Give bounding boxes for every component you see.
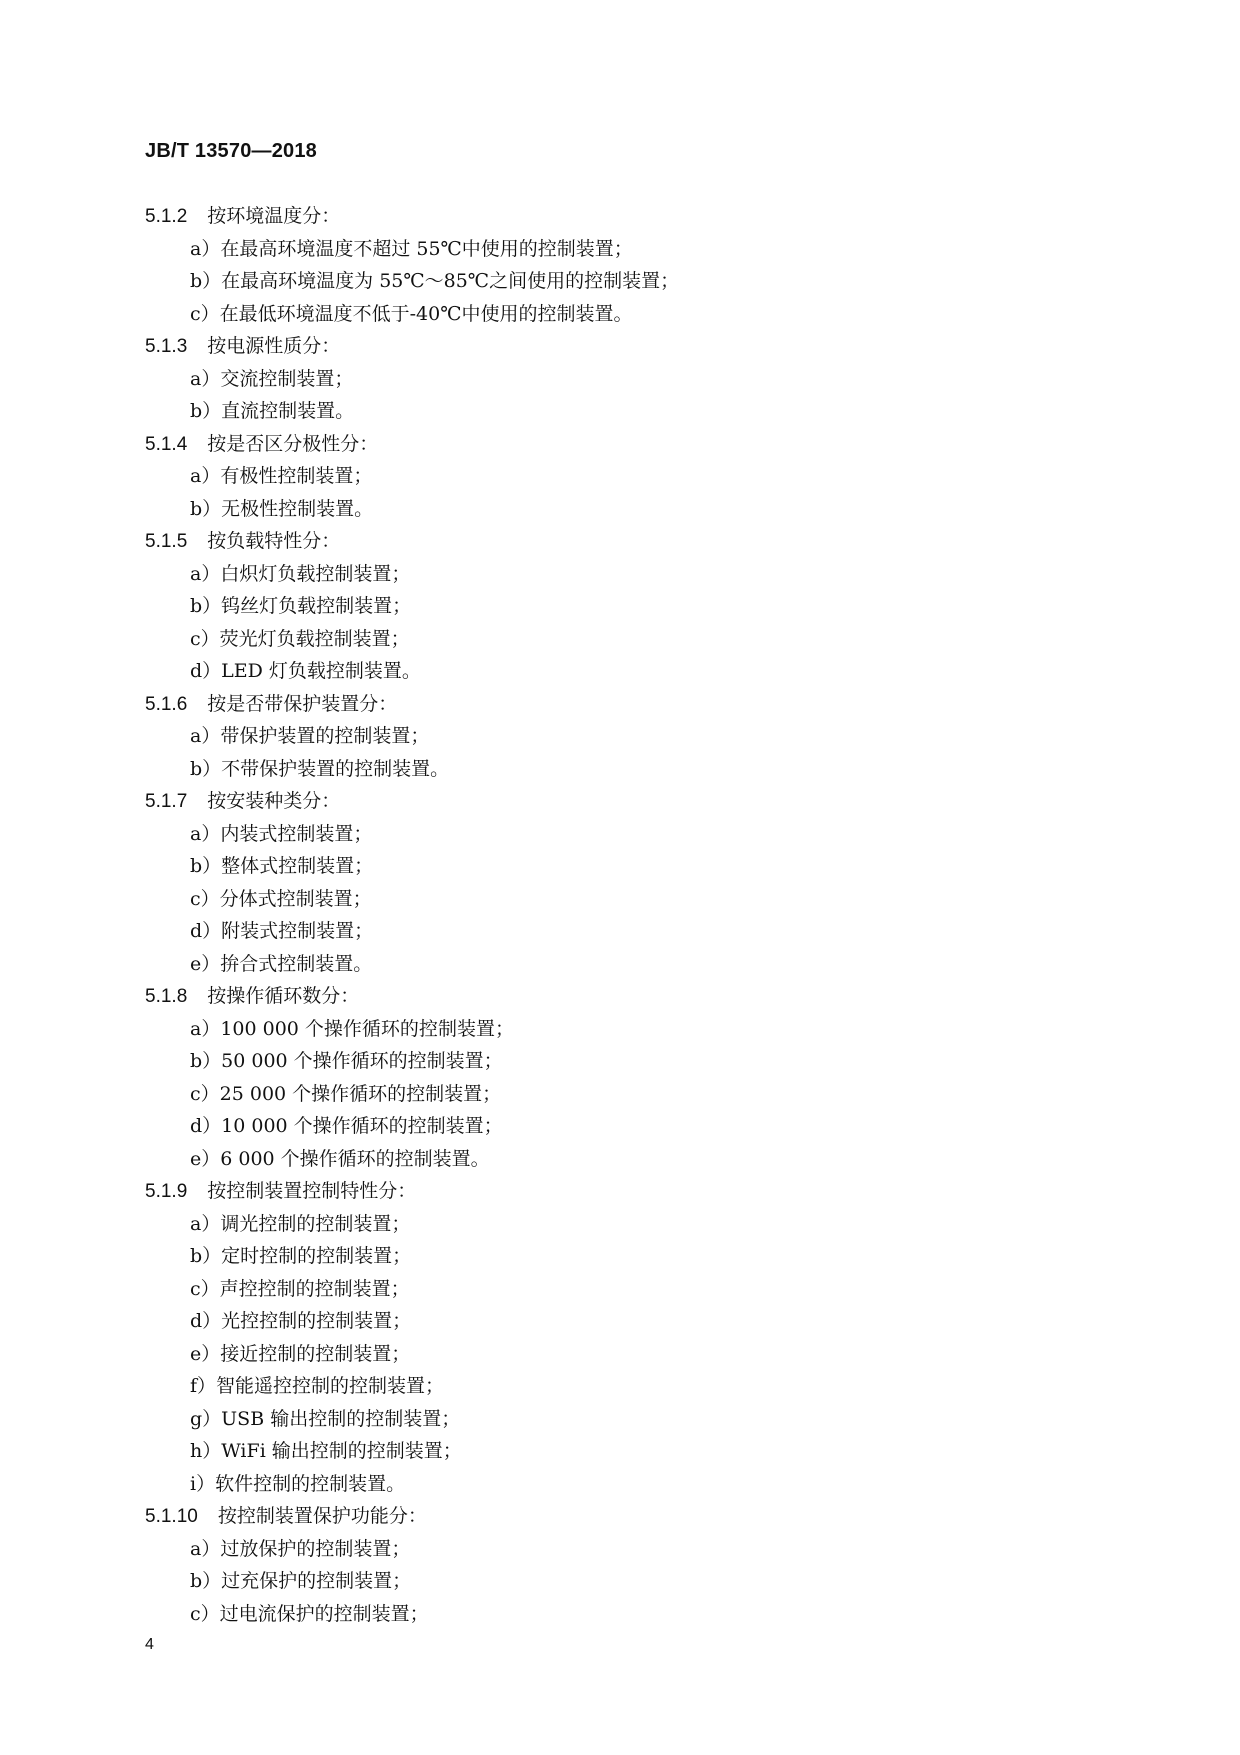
list-item: a）有极性控制装置； <box>190 465 373 487</box>
section-title: 按操作循环数分： <box>207 985 360 1007</box>
list-item: b）钨丝灯负载控制装置； <box>190 595 412 617</box>
section-number: 5.1.3 <box>145 336 188 357</box>
list-item: a）白炽灯负载控制装置； <box>190 562 411 585</box>
list-item: b）在最高环境温度为 55℃～85℃之间使用的控制装置； <box>190 270 680 292</box>
section-heading <box>145 200 1145 233</box>
section-number: 5.1.2 <box>145 206 188 227</box>
list-item: a）100 000 个操作循环的控制装置； <box>190 1017 514 1040</box>
section-title: 按电源性质分： <box>207 335 341 357</box>
list-item: c）过电流保护的控制装置； <box>190 1602 429 1625</box>
standard-number: JB/T 13570—2018 <box>145 140 318 162</box>
list-item: e）接近控制的控制装置； <box>190 1342 411 1365</box>
section-number: 5.1.10 <box>145 1506 198 1527</box>
list-item: b）无极性控制装置。 <box>190 497 374 520</box>
list-item: h）WiFi 输出控制的控制装置； <box>190 1440 462 1462</box>
section-number: 5.1.8 <box>145 986 188 1007</box>
section-title: 按环境温度分： <box>207 205 341 227</box>
list-item: b）整体式控制装置； <box>190 855 374 877</box>
list-item: a）交流控制装置； <box>190 367 354 390</box>
section-title: 按是否带保护装置分： <box>207 692 398 715</box>
list-item: d）光控控制的控制装置； <box>190 1310 412 1332</box>
list-item: a）带保护装置的控制装置； <box>190 725 430 747</box>
section-title: 按是否区分极性分： <box>207 432 379 455</box>
section-heading <box>145 525 1145 558</box>
list-item: c）声控控制的控制装置； <box>190 1277 410 1300</box>
list-item: e）拚合式控制装置。 <box>190 952 373 975</box>
list-item: g）USB 输出控制的控制装置； <box>190 1407 461 1430</box>
list-item: b）不带保护装置的控制装置。 <box>190 757 450 780</box>
section-number: 5.1.7 <box>145 791 188 812</box>
list-item: d）LED 灯负载控制装置。 <box>190 660 421 682</box>
list-item: e）6 000 个操作循环的控制装置。 <box>190 1147 490 1170</box>
list-item: c）在最低环境温度不低于-40℃中使用的控制装置。 <box>190 302 633 325</box>
list-item: f）智能遥控控制的控制装置； <box>190 1375 445 1397</box>
section-number: 5.1.6 <box>145 693 188 715</box>
list-item: a）调光控制的控制装置； <box>190 1212 411 1235</box>
list-item: b）过充保护的控制装置； <box>190 1570 412 1592</box>
list-item: c）荧光灯负载控制装置； <box>190 627 410 650</box>
document-body <box>145 200 1145 1630</box>
section-heading <box>145 428 1145 461</box>
section-number: 5.1.5 <box>145 531 188 552</box>
list-item: b）定时控制的控制装置； <box>190 1245 412 1267</box>
list-item: d）附装式控制装置； <box>190 920 374 942</box>
section-heading <box>145 980 1145 1013</box>
section-heading <box>145 785 1145 818</box>
section-number: 5.1.4 <box>145 433 188 455</box>
section-heading <box>145 1175 1145 1208</box>
section-heading <box>145 688 1145 721</box>
section-title: 按控制装置保护功能分： <box>217 1505 427 1527</box>
section-title: 按安装种类分： <box>207 790 341 812</box>
list-item: b）50 000 个操作循环的控制装置； <box>190 1050 503 1072</box>
section-number: 5.1.9 <box>145 1181 188 1202</box>
page-number: 4 <box>145 1636 154 1653</box>
list-item: b）直流控制装置。 <box>190 400 355 422</box>
list-item: a）内装式控制装置； <box>190 822 373 845</box>
list-item: c）25 000 个操作循环的控制装置； <box>190 1082 502 1105</box>
section-title: 按负载特性分： <box>207 530 341 552</box>
list-item: c）分体式控制装置； <box>190 887 372 910</box>
section-heading <box>145 330 1145 363</box>
list-item: a）在最高环境温度不超过 55℃中使用的控制装置； <box>190 237 633 260</box>
section-title: 按控制装置控制特性分： <box>207 1180 417 1202</box>
list-item: a）过放保护的控制装置； <box>190 1537 411 1560</box>
list-item: i）软件控制的控制装置。 <box>190 1472 406 1495</box>
section-heading <box>145 1500 1145 1533</box>
list-item: d）10 000 个操作循环的控制装置； <box>190 1115 503 1137</box>
